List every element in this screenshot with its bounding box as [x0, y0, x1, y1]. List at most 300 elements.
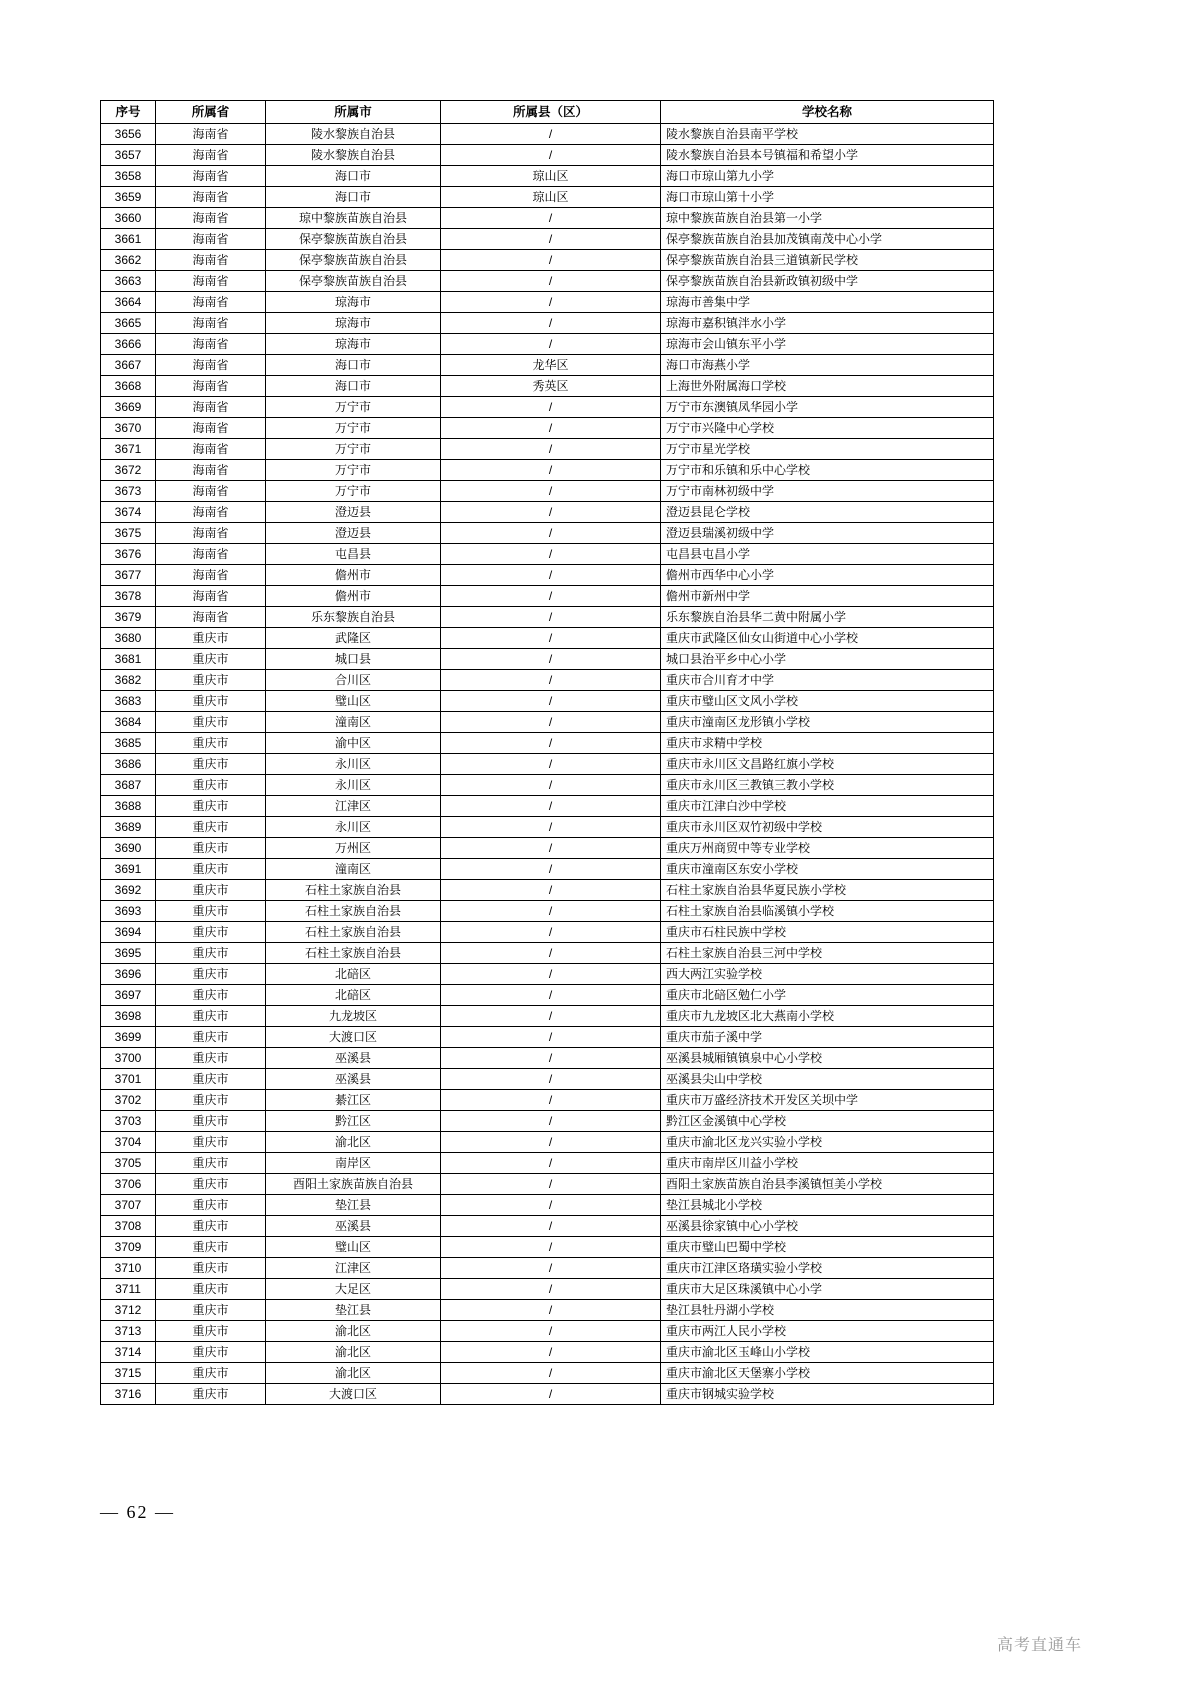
- table-cell: 龙华区: [441, 355, 661, 376]
- table-row: [101, 1111, 994, 1132]
- table-cell: 重庆市: [156, 1384, 266, 1405]
- table-cell: 3690: [101, 838, 156, 859]
- table-cell: 3689: [101, 817, 156, 838]
- table-cell: 重庆市渝北区天堡寨小学校: [661, 1363, 994, 1384]
- table-cell: 重庆市: [156, 733, 266, 754]
- table-cell: 綦江区: [266, 1090, 441, 1111]
- table-cell: 3703: [101, 1111, 156, 1132]
- table-cell: 巫溪县城厢镇镇泉中心小学校: [661, 1048, 994, 1069]
- table-row: [101, 1237, 994, 1258]
- table-row: [101, 691, 994, 712]
- table-cell: 海南省: [156, 145, 266, 166]
- table-row: [101, 292, 994, 313]
- school-table: [100, 100, 994, 1405]
- table-cell: /: [441, 838, 661, 859]
- table-cell: /: [441, 1300, 661, 1321]
- table-cell: 乐东黎族自治县华二黄中附属小学: [661, 607, 994, 628]
- table-cell: 璧山区: [266, 1237, 441, 1258]
- table-cell: 江津区: [266, 796, 441, 817]
- table-cell: 3700: [101, 1048, 156, 1069]
- table-cell: 重庆市璧山区文风小学校: [661, 691, 994, 712]
- table-row: [101, 565, 994, 586]
- table-row: [101, 1216, 994, 1237]
- table-row: [101, 1321, 994, 1342]
- table-cell: 重庆市: [156, 880, 266, 901]
- table-cell: 重庆市求精中学校: [661, 733, 994, 754]
- table-cell: 琼中黎族苗族自治县: [266, 208, 441, 229]
- table-cell: 石柱土家族自治县华夏民族小学校: [661, 880, 994, 901]
- table-row: [101, 1342, 994, 1363]
- table-cell: 石柱土家族自治县: [266, 922, 441, 943]
- table-cell: 海南省: [156, 481, 266, 502]
- table-cell: 上海世外附属海口学校: [661, 376, 994, 397]
- table-cell: 万宁市: [266, 460, 441, 481]
- table-cell: 重庆市: [156, 670, 266, 691]
- table-cell: 重庆市合川育才中学: [661, 670, 994, 691]
- table-cell: 万宁市: [266, 481, 441, 502]
- table-cell: 重庆市: [156, 1027, 266, 1048]
- table-cell: 3663: [101, 271, 156, 292]
- table-cell: /: [441, 922, 661, 943]
- table-cell: 永川区: [266, 775, 441, 796]
- table-cell: 3687: [101, 775, 156, 796]
- table-cell: 万宁市东澳镇凤华园小学: [661, 397, 994, 418]
- table-row: [101, 964, 994, 985]
- table-cell: 琼海市: [266, 292, 441, 313]
- table-cell: /: [441, 817, 661, 838]
- table-row: [101, 1300, 994, 1321]
- table-cell: 重庆市潼南区龙形镇小学校: [661, 712, 994, 733]
- table-cell: 石柱土家族自治县: [266, 880, 441, 901]
- table-cell: 石柱土家族自治县: [266, 901, 441, 922]
- table-cell: 陵水黎族自治县: [266, 124, 441, 145]
- table-row: [101, 670, 994, 691]
- table-row: [101, 1258, 994, 1279]
- table-cell: 潼南区: [266, 712, 441, 733]
- table-cell: 重庆市石柱民族中学校: [661, 922, 994, 943]
- table-cell: 南岸区: [266, 1153, 441, 1174]
- table-cell: 重庆市南岸区川益小学校: [661, 1153, 994, 1174]
- table-cell: 黔江区金溪镇中心学校: [661, 1111, 994, 1132]
- table-cell: 海南省: [156, 229, 266, 250]
- table-cell: 3669: [101, 397, 156, 418]
- table-cell: /: [441, 1069, 661, 1090]
- table-row: [101, 418, 994, 439]
- table-cell: /: [441, 775, 661, 796]
- table-cell: 3702: [101, 1090, 156, 1111]
- table-cell: 酉阳土家族苗族自治县: [266, 1174, 441, 1195]
- table-cell: 3697: [101, 985, 156, 1006]
- table-cell: /: [441, 796, 661, 817]
- table-cell: /: [441, 1090, 661, 1111]
- table-row: [101, 355, 994, 376]
- table-cell: 保亭黎族苗族自治县加茂镇南茂中心小学: [661, 229, 994, 250]
- table-cell: 九龙坡区: [266, 1006, 441, 1027]
- table-cell: 3684: [101, 712, 156, 733]
- table-row: [101, 1363, 994, 1384]
- table-row: [101, 334, 994, 355]
- table-cell: 3683: [101, 691, 156, 712]
- table-row: [101, 817, 994, 838]
- table-cell: 重庆市潼南区东安小学校: [661, 859, 994, 880]
- table-cell: 重庆市: [156, 943, 266, 964]
- table-cell: 重庆市璧山巴蜀中学校: [661, 1237, 994, 1258]
- table-cell: 3672: [101, 460, 156, 481]
- table-cell: /: [441, 1384, 661, 1405]
- table-row: [101, 1069, 994, 1090]
- table-cell: 重庆市: [156, 1237, 266, 1258]
- table-cell: 3708: [101, 1216, 156, 1237]
- table-cell: 重庆市: [156, 1048, 266, 1069]
- table-cell: 3709: [101, 1237, 156, 1258]
- table-cell: 保亭黎族苗族自治县: [266, 250, 441, 271]
- table-cell: 陵水黎族自治县本号镇福和希望小学: [661, 145, 994, 166]
- table-cell: /: [441, 1342, 661, 1363]
- table-cell: 琼海市: [266, 334, 441, 355]
- table-cell: 垫江县牡丹湖小学校: [661, 1300, 994, 1321]
- table-row: [101, 523, 994, 544]
- table-cell: /: [441, 481, 661, 502]
- table-row: [101, 313, 994, 334]
- table-cell: 大足区: [266, 1279, 441, 1300]
- table-cell: /: [441, 1132, 661, 1153]
- table-cell: /: [441, 523, 661, 544]
- table-cell: 3695: [101, 943, 156, 964]
- table-cell: 万宁市: [266, 439, 441, 460]
- table-cell: 渝北区: [266, 1342, 441, 1363]
- table-cell: 海口市海燕小学: [661, 355, 994, 376]
- table-cell: 3676: [101, 544, 156, 565]
- table-cell: /: [441, 145, 661, 166]
- table-cell: 3699: [101, 1027, 156, 1048]
- table-cell: 石柱土家族自治县三河中学校: [661, 943, 994, 964]
- table-cell: 3692: [101, 880, 156, 901]
- table-cell: 3682: [101, 670, 156, 691]
- table-row: [101, 649, 994, 670]
- table-cell: /: [441, 1006, 661, 1027]
- table-cell: 3716: [101, 1384, 156, 1405]
- table-cell: 海南省: [156, 397, 266, 418]
- table-cell: 永川区: [266, 817, 441, 838]
- table-cell: /: [441, 397, 661, 418]
- table-cell: 3668: [101, 376, 156, 397]
- table-row: [101, 712, 994, 733]
- table-row: [101, 166, 994, 187]
- table-cell: /: [441, 460, 661, 481]
- table-cell: /: [441, 859, 661, 880]
- table-cell: 海南省: [156, 124, 266, 145]
- table-cell: 重庆市: [156, 1111, 266, 1132]
- table-cell: 海南省: [156, 166, 266, 187]
- table-cell: 酉阳土家族苗族自治县李溪镇恒美小学校: [661, 1174, 994, 1195]
- table-cell: 万宁市: [266, 418, 441, 439]
- table-cell: 3662: [101, 250, 156, 271]
- school-table-body: [101, 124, 994, 1405]
- table-cell: 3711: [101, 1279, 156, 1300]
- table-cell: 3713: [101, 1321, 156, 1342]
- table-cell: 大渡口区: [266, 1027, 441, 1048]
- table-row: [101, 1195, 994, 1216]
- table-cell: 3681: [101, 649, 156, 670]
- table-cell: 海口市: [266, 355, 441, 376]
- table-cell: 重庆市北碚区勉仁小学: [661, 985, 994, 1006]
- table-cell: 海口市琼山第九小学: [661, 166, 994, 187]
- table-cell: 重庆市: [156, 628, 266, 649]
- table-row: [101, 838, 994, 859]
- table-row: [101, 439, 994, 460]
- table-cell: 重庆市永川区双竹初级中学校: [661, 817, 994, 838]
- table-header-cell: 所属省: [156, 101, 266, 124]
- table-cell: /: [441, 418, 661, 439]
- table-cell: /: [441, 964, 661, 985]
- table-row: [101, 985, 994, 1006]
- table-cell: /: [441, 1111, 661, 1132]
- table-cell: /: [441, 1195, 661, 1216]
- table-cell: 重庆市: [156, 817, 266, 838]
- table-cell: 重庆市: [156, 754, 266, 775]
- table-cell: 秀英区: [441, 376, 661, 397]
- table-cell: 3677: [101, 565, 156, 586]
- table-cell: 儋州市新州中学: [661, 586, 994, 607]
- table-cell: /: [441, 1237, 661, 1258]
- table-cell: 重庆万州商贸中等专业学校: [661, 838, 994, 859]
- table-cell: 3685: [101, 733, 156, 754]
- table-cell: 垫江县: [266, 1195, 441, 1216]
- table-cell: /: [441, 586, 661, 607]
- table-cell: 海南省: [156, 502, 266, 523]
- table-cell: 陵水黎族自治县南平学校: [661, 124, 994, 145]
- table-cell: 3712: [101, 1300, 156, 1321]
- table-cell: 海南省: [156, 544, 266, 565]
- table-row: [101, 943, 994, 964]
- table-cell: 3678: [101, 586, 156, 607]
- table-cell: 3656: [101, 124, 156, 145]
- table-cell: /: [441, 607, 661, 628]
- table-row: [101, 1090, 994, 1111]
- table-cell: /: [441, 1258, 661, 1279]
- table-cell: 3694: [101, 922, 156, 943]
- table-row: [101, 376, 994, 397]
- table-row: [101, 229, 994, 250]
- table-row: [101, 502, 994, 523]
- table-cell: /: [441, 943, 661, 964]
- table-cell: 武隆区: [266, 628, 441, 649]
- table-row: [101, 250, 994, 271]
- table-cell: /: [441, 1279, 661, 1300]
- table-cell: 3675: [101, 523, 156, 544]
- table-cell: 海南省: [156, 586, 266, 607]
- table-row: [101, 1027, 994, 1048]
- table-cell: 3701: [101, 1069, 156, 1090]
- table-row: [101, 124, 994, 145]
- table-cell: 3660: [101, 208, 156, 229]
- table-cell: /: [441, 1174, 661, 1195]
- table-cell: 垫江县: [266, 1300, 441, 1321]
- table-cell: 潼南区: [266, 859, 441, 880]
- table-cell: 3693: [101, 901, 156, 922]
- table-cell: 3686: [101, 754, 156, 775]
- table-row: [101, 859, 994, 880]
- table-cell: 重庆市: [156, 985, 266, 1006]
- table-cell: 重庆市钢城实验学校: [661, 1384, 994, 1405]
- table-cell: 璧山区: [266, 691, 441, 712]
- table-cell: 3680: [101, 628, 156, 649]
- table-cell: 北碚区: [266, 964, 441, 985]
- table-cell: 屯昌县屯昌小学: [661, 544, 994, 565]
- table-cell: 澄迈县: [266, 523, 441, 544]
- table-cell: 北碚区: [266, 985, 441, 1006]
- table-header: [101, 101, 994, 124]
- table-cell: 3674: [101, 502, 156, 523]
- table-cell: 3666: [101, 334, 156, 355]
- table-cell: 垫江县城北小学校: [661, 1195, 994, 1216]
- table-row: [101, 754, 994, 775]
- table-cell: 巫溪县: [266, 1069, 441, 1090]
- table-cell: 3679: [101, 607, 156, 628]
- table-cell: /: [441, 565, 661, 586]
- table-row: [101, 733, 994, 754]
- table-cell: /: [441, 1321, 661, 1342]
- table-cell: 3664: [101, 292, 156, 313]
- table-cell: 重庆市: [156, 796, 266, 817]
- table-cell: 3706: [101, 1174, 156, 1195]
- table-cell: 琼海市嘉积镇泮水小学: [661, 313, 994, 334]
- table-cell: 重庆市: [156, 1069, 266, 1090]
- table-cell: /: [441, 439, 661, 460]
- table-cell: /: [441, 1153, 661, 1174]
- table-cell: 重庆市茄子溪中学: [661, 1027, 994, 1048]
- table-cell: 渝北区: [266, 1321, 441, 1342]
- table-cell: 3671: [101, 439, 156, 460]
- table-row: [101, 187, 994, 208]
- table-row: [101, 1153, 994, 1174]
- table-cell: /: [441, 901, 661, 922]
- table-cell: /: [441, 754, 661, 775]
- page-number: — 62 —: [100, 1502, 175, 1522]
- table-header-cell: 所属市: [266, 101, 441, 124]
- table-cell: 重庆市: [156, 1174, 266, 1195]
- table-cell: 海南省: [156, 187, 266, 208]
- table-cell: /: [441, 733, 661, 754]
- table-cell: 乐东黎族自治县: [266, 607, 441, 628]
- table-cell: 琼海市善集中学: [661, 292, 994, 313]
- table-cell: /: [441, 229, 661, 250]
- table-cell: 重庆市: [156, 775, 266, 796]
- table-cell: 重庆市: [156, 1300, 266, 1321]
- table-cell: 重庆市: [156, 1090, 266, 1111]
- table-cell: 海南省: [156, 607, 266, 628]
- table-cell: 黔江区: [266, 1111, 441, 1132]
- table-cell: 重庆市江津区珞璜实验小学校: [661, 1258, 994, 1279]
- table-cell: 重庆市: [156, 649, 266, 670]
- table-cell: 万宁市星光学校: [661, 439, 994, 460]
- table-cell: 儋州市: [266, 586, 441, 607]
- table-cell: 重庆市: [156, 964, 266, 985]
- table-cell: 海南省: [156, 208, 266, 229]
- table-cell: 巫溪县徐家镇中心小学校: [661, 1216, 994, 1237]
- table-cell: /: [441, 271, 661, 292]
- table-cell: 大渡口区: [266, 1384, 441, 1405]
- table-cell: 重庆市: [156, 1153, 266, 1174]
- table-cell: 琼山区: [441, 187, 661, 208]
- table-cell: 海南省: [156, 460, 266, 481]
- table-row: [101, 544, 994, 565]
- table-cell: 重庆市: [156, 712, 266, 733]
- table-cell: 保亭黎族苗族自治县: [266, 271, 441, 292]
- table-cell: 陵水黎族自治县: [266, 145, 441, 166]
- table-cell: 永川区: [266, 754, 441, 775]
- table-row: [101, 922, 994, 943]
- table-cell: 3670: [101, 418, 156, 439]
- table-cell: /: [441, 250, 661, 271]
- table-cell: 3704: [101, 1132, 156, 1153]
- table-cell: /: [441, 1027, 661, 1048]
- table-cell: 海南省: [156, 418, 266, 439]
- table-cell: /: [441, 502, 661, 523]
- table-cell: 琼海市会山镇东平小学: [661, 334, 994, 355]
- table-cell: /: [441, 691, 661, 712]
- table-cell: 万州区: [266, 838, 441, 859]
- table-row: [101, 208, 994, 229]
- table-row: [101, 586, 994, 607]
- table-cell: 琼山区: [441, 166, 661, 187]
- table-cell: 海南省: [156, 271, 266, 292]
- table-cell: 重庆市: [156, 1363, 266, 1384]
- table-cell: 保亭黎族苗族自治县: [266, 229, 441, 250]
- table-cell: 3710: [101, 1258, 156, 1279]
- table-row: [101, 607, 994, 628]
- table-cell: 海南省: [156, 355, 266, 376]
- table-cell: 澄迈县昆仑学校: [661, 502, 994, 523]
- table-row: [101, 901, 994, 922]
- table-cell: 重庆市: [156, 1321, 266, 1342]
- table-cell: /: [441, 880, 661, 901]
- table-cell: 琼中黎族苗族自治县第一小学: [661, 208, 994, 229]
- table-cell: /: [441, 292, 661, 313]
- table-cell: /: [441, 334, 661, 355]
- table-row: [101, 1132, 994, 1153]
- table-header-cell: 所属县（区）: [441, 101, 661, 124]
- watermark-text: 高考直通车: [996, 1637, 1082, 1654]
- table-cell: 海南省: [156, 313, 266, 334]
- table-cell: 3658: [101, 166, 156, 187]
- table-cell: 重庆市渝北区玉峰山小学校: [661, 1342, 994, 1363]
- table-cell: 3665: [101, 313, 156, 334]
- table-cell: /: [441, 649, 661, 670]
- table-cell: 渝北区: [266, 1363, 441, 1384]
- table-cell: 万宁市兴隆中心学校: [661, 418, 994, 439]
- table-cell: 重庆市: [156, 838, 266, 859]
- table-cell: /: [441, 985, 661, 1006]
- table-cell: 海南省: [156, 439, 266, 460]
- table-cell: /: [441, 1048, 661, 1069]
- table-cell: 海南省: [156, 376, 266, 397]
- table-header-row: [101, 101, 994, 124]
- table-cell: 3657: [101, 145, 156, 166]
- table-cell: 巫溪县: [266, 1216, 441, 1237]
- table-cell: 重庆市武隆区仙女山街道中心小学校: [661, 628, 994, 649]
- table-row: [101, 271, 994, 292]
- table-row: [101, 775, 994, 796]
- table-cell: /: [441, 208, 661, 229]
- table-cell: 重庆市九龙坡区北大燕南小学校: [661, 1006, 994, 1027]
- table-row: [101, 145, 994, 166]
- table-cell: 澄迈县瑞溪初级中学: [661, 523, 994, 544]
- table-cell: 万宁市和乐镇和乐中心学校: [661, 460, 994, 481]
- table-row: [101, 397, 994, 418]
- table-cell: 3696: [101, 964, 156, 985]
- table-cell: 海南省: [156, 523, 266, 544]
